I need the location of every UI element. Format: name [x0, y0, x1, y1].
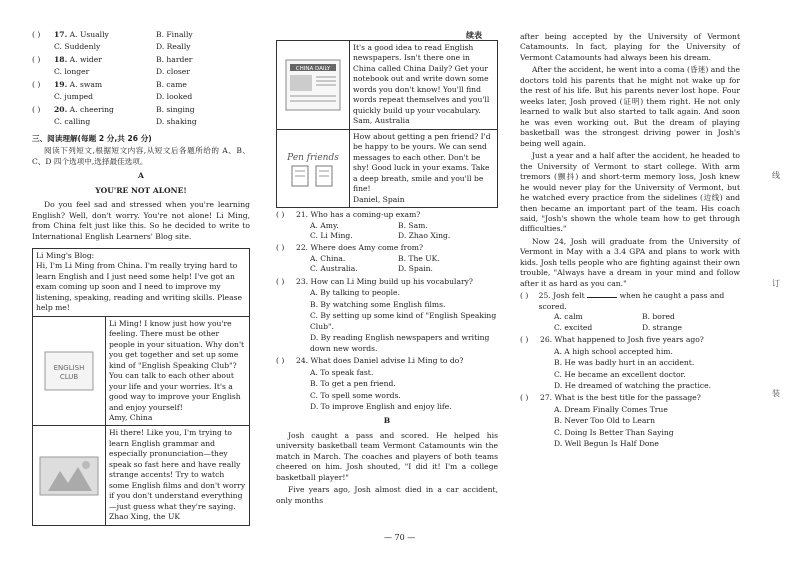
column-left: ( ) 17. A. Usually B. Finally C. Suddenly D. Really ( ) 18. A. wider B. harder C. longer D. closer ( ) 19. A. swam B. came C. jumped D. looked ( ) 20. A. cheering B. singing C. calling D. shaking 三、阅读理解(每题 2 分,共 26 分) 阅读下列短文,根据短文内容,从短文后各题所给的 A、B、C、D 四个选项中,选择最佳选项。 A YOU'RE NOT ALONE! Do you feel sad and stressed when you're learning English? Well, don't worry. You're not alone! Li Ming, from China felt just like this. So he decided to write to International English Learners' Blog site. Li Ming's Blog: Hi, I'm Li Ming from China. I'm really trying hard to learn English and I just need some help! I've got an exam coming up soon and I need to improve my listening, speaking, reading and writing skills. Please help me! ENGLISH CLUB Li Ming! I know just how you're feeling. There must be other people in your situation. Why don't you get together and set up some kind of "English Speaking Club"? You can talk to each other about your life and your worries. It's a good way to improve your English and enjoy yourself! Amy, China Hi there! Like you, I'm trying to learn English grammar and especially pronunciation—they speak so fast here and have really strange accents! Try to watch some English films and don't worry if you don't understand everything—just guess what they're saying. Zhao Xing, the UK: [32, 30, 250, 526]
option-d: D. Really: [156, 42, 191, 52]
answer-paren: ( ): [32, 30, 41, 39]
page-number: — 70 —: [384, 533, 416, 542]
blog-table-continued: CHINA DAILY It's a good idea to read English newspapers. Isn't there one in China called China Daily? Get your notebook out and write down some words you don't know! You'll find words repeat themselves and you'll quickly build up your vocabulary. Sam, Australia Pen friends How about getting a pen friend? I'd be happy to be yours. We can send messages to each other. Don't be shy! Good luck in your exams. Take a deep breath, smile and you'll be fine! Daniel, Spain: [276, 40, 498, 208]
column-middle: CHINA DAILY It's a good idea to read English newspapers. Isn't there one in China called China Daily? Get your notebook out and write down some words you don't know! You'll find words repeat themselves and you'll quickly build up your vocabulary. Sam, Australia Pen friends How about getting a pen friend? I'd be happy to be yours. We can send messages to each other. Don't be shy! Good luck in your exams. Take a deep breath, smile and you'll be fine! Daniel, Spain ( ) 21. Who has a coming-up exam? A. Amy. B. Sam. C. Li Ming. D. Zhao Xing. ( ) 22. Where does Amy come from? A. China. B. The UK. C. Australia. D. Spain. ( ) 23. How can Li Ming build up his vocabulary? A. By talking to people. B. By watching some English films. C. By setting up some kind of "English Speaking Club". D. By reading English newspapers and writing down new words. ( ) 24. What does Daniel advise Li Ming to do? A. To speak fast. B. To get a pen friend. C. To spell some words. D. To improve English and enjoy life. B Josh caught a pass and scored. He helped his university basketball team Vermont Catamounts win the match in March. The coaches and players of both teams cheered on him. Josh shouted, "I did it! I'm a college basketball player!" Five years ago, Josh almost died in a car accident, only months: [276, 30, 498, 508]
section-heading: 三、阅读理解(每题 2 分,共 26 分): [32, 133, 152, 143]
question-25: ( ) 25. Josh felt when he caught a pass and scored.: [520, 291, 725, 311]
passage-paragraph: Now 24, Josh will graduate from the University of Vermont in May with a 3.4 GPA and plans to work with kids. Josh tells people who are fighting against their own trouble, "Always have a dream in your mind and follow after it as hard as you can.": [520, 236, 740, 288]
column-right: after being accepted by the University of Vermont Catamounts. In fact, playing for the University of Vermont Catamounts had always been his dream. After the accident, he went into a coma (昏迷) and the doctors told his parents that he might not wake up for the rest of his life. But his parents never lost hope. Four weeks later, Josh proved (证明) them right. He not only learned to walk but also started to talk again. And soon he was even working out. But the dream of playing basketball was the strongest driving power in Josh's being well again. Just a year and a half after the accident, he headed to the University of Vermont to start college. With arm tremors (颤抖) and short-term memory loss, Josh knew he would never play for the University of Vermont, but he watched every practice from the sidelines (边线) and then became an important part of the team. His coach said, "Josh's shown the whole team how to get through difficulties." Now 24, Josh will graduate from the University of Vermont in May with a 3.4 GPA and plans to work with kids. Josh tells people who are fighting against their own trouble, "Always have a dream in your mind and follow after it as hard as you can." ( ) 25. Josh felt when he caught a pass and scored. A. calm B. bored C. excited D. strange ( ) 26. What happened to Josh five years ago? A. A high school accepted him. B. He was badly hurt in an accident. C. He became an excellent doctor. D. He dreamed of watching the practice. ( ) 27. What is the best title for the passage? A. Dream Finally Comes True B. Never Too Old to Learn C. Doing Is Better Than Saying D. Well Begun Is Half Done: [520, 32, 740, 449]
passage-paragraph: Do you feel sad and stressed when you're learning English? Well, don't worry. You're not alone! Li Ming, from China felt just like this. So he decided to write to International English Learners' Blog site.: [32, 200, 250, 241]
passage-paragraph: After the accident, he went into a coma (昏迷) and the doctors told his parents that he might not wake up for the rest of his life. But his parents never lost hope. Four weeks later, Josh proved (证明) them right. He not only learned to walk but also started to talk again. And soon he was even working out. But the dream of playing basketball was the strongest driving power in Josh's being well again.: [520, 65, 740, 148]
option-b: B. Finally: [156, 30, 193, 39]
question-19: ( ) 19. A. swam B. came: [32, 79, 187, 89]
question-27: ( ) 27. What is the best title for the passage?: [520, 393, 701, 403]
pen-friends-image: [277, 130, 350, 207]
club-image: [33, 317, 106, 426]
newspaper-logo-text: CHINA DAILY: [295, 65, 331, 72]
question-18: ( ) 18. A. wider B. harder: [32, 54, 193, 64]
question-22: ( ) 22. Where does Amy come from?: [276, 243, 424, 253]
question-24: ( ) 24. What does Daniel advise Li Ming to do?: [276, 356, 464, 366]
passage-paragraph: Just a year and a half after the accident, he headed to the University of Vermont to start college. With arm tremors (颤抖) and short-term memory loss, Josh knew he would never play for the University of Vermont, but he watched every practice from the sidelines (边线) and then became an important part of the team. His coach said, "Josh's shown the whole team how to get through difficulties.": [520, 151, 740, 234]
question-20: ( ) 20. A. cheering B. singing: [32, 104, 195, 114]
blog-table: Li Ming's Blog: Hi, I'm Li Ming from China. I'm really trying hard to learn English and I just need some help! I've got an exam coming up soon and I need to improve my listening, speaking, reading and writing skills. Please help me! ENGLISH CLUB Li Ming! I know just how you're feeling. There must be other people in your situation. Why don't you get together and set up some kind of "English Speaking Club"? You can talk to each other about your life and your worries. It's a good way to improve your English and enjoy yourself! Amy, China Hi there! Like you, I'm trying to learn English grammar and especially pronunciation—they speak so fast here and have really strange accents! Try to watch some English films and don't worry if you don't understand everything—just guess what they're saying. Zhao Xing, the UK: [32, 248, 250, 526]
film-image: [33, 426, 106, 524]
passage-paragraph: Josh caught a pass and scored. He helped his university basketball team Vermont Catamounts win the match in March. The coaches and players of both teams cheered on him. Josh shouted, "I did it! I'm a college basketball player!": [276, 430, 498, 482]
signature: Daniel, Spain: [353, 194, 405, 204]
question-23: ( ) 23. How can Li Ming build up his vocabulary?: [276, 276, 473, 286]
passage-title: YOU'RE NOT ALONE!: [95, 185, 187, 195]
signature: Amy, China: [109, 413, 153, 422]
pen-friends-text: Pen friends: [287, 153, 339, 164]
continued-label: 续表: [466, 30, 482, 40]
signature: Sam, Australia: [353, 116, 410, 126]
binding-char: 订: [772, 279, 780, 288]
passage-paragraph: after being accepted by the University of Vermont Catamounts. In fact, playing for the University of Vermont Catamounts had always been his dream.: [520, 32, 740, 62]
passage-label: A: [138, 171, 144, 181]
newspaper-image: [277, 41, 350, 129]
option-a: 17. A. Usually: [54, 30, 109, 39]
binding-char: 装: [772, 389, 780, 398]
passage-paragraph: Five years ago, Josh almost died in a car accident, only months: [276, 485, 498, 505]
option-c: C. Suddenly: [54, 42, 101, 52]
svg-text:CLUB: CLUB: [59, 373, 79, 382]
question-17: [32, 30, 250, 40]
question-26: ( ) 26. What happened to Josh five years ago?: [520, 335, 704, 345]
instruction: 阅读下列短文,根据短文内容,从短文后各题所给的 A、B、C、D 四个选项中,选择最佳选项。: [32, 146, 250, 166]
passage-label: B: [383, 416, 391, 426]
blog-heading: Li Ming's Blog:: [36, 250, 95, 260]
svg-text:ENGLISH: ENGLISH: [53, 364, 85, 373]
answer-blank: [587, 297, 617, 298]
question-21: ( ) 21. Who has a coming-up exam?: [276, 210, 421, 220]
binding-char: 线: [772, 171, 780, 180]
signature: Zhao Xing, the UK: [109, 512, 181, 522]
